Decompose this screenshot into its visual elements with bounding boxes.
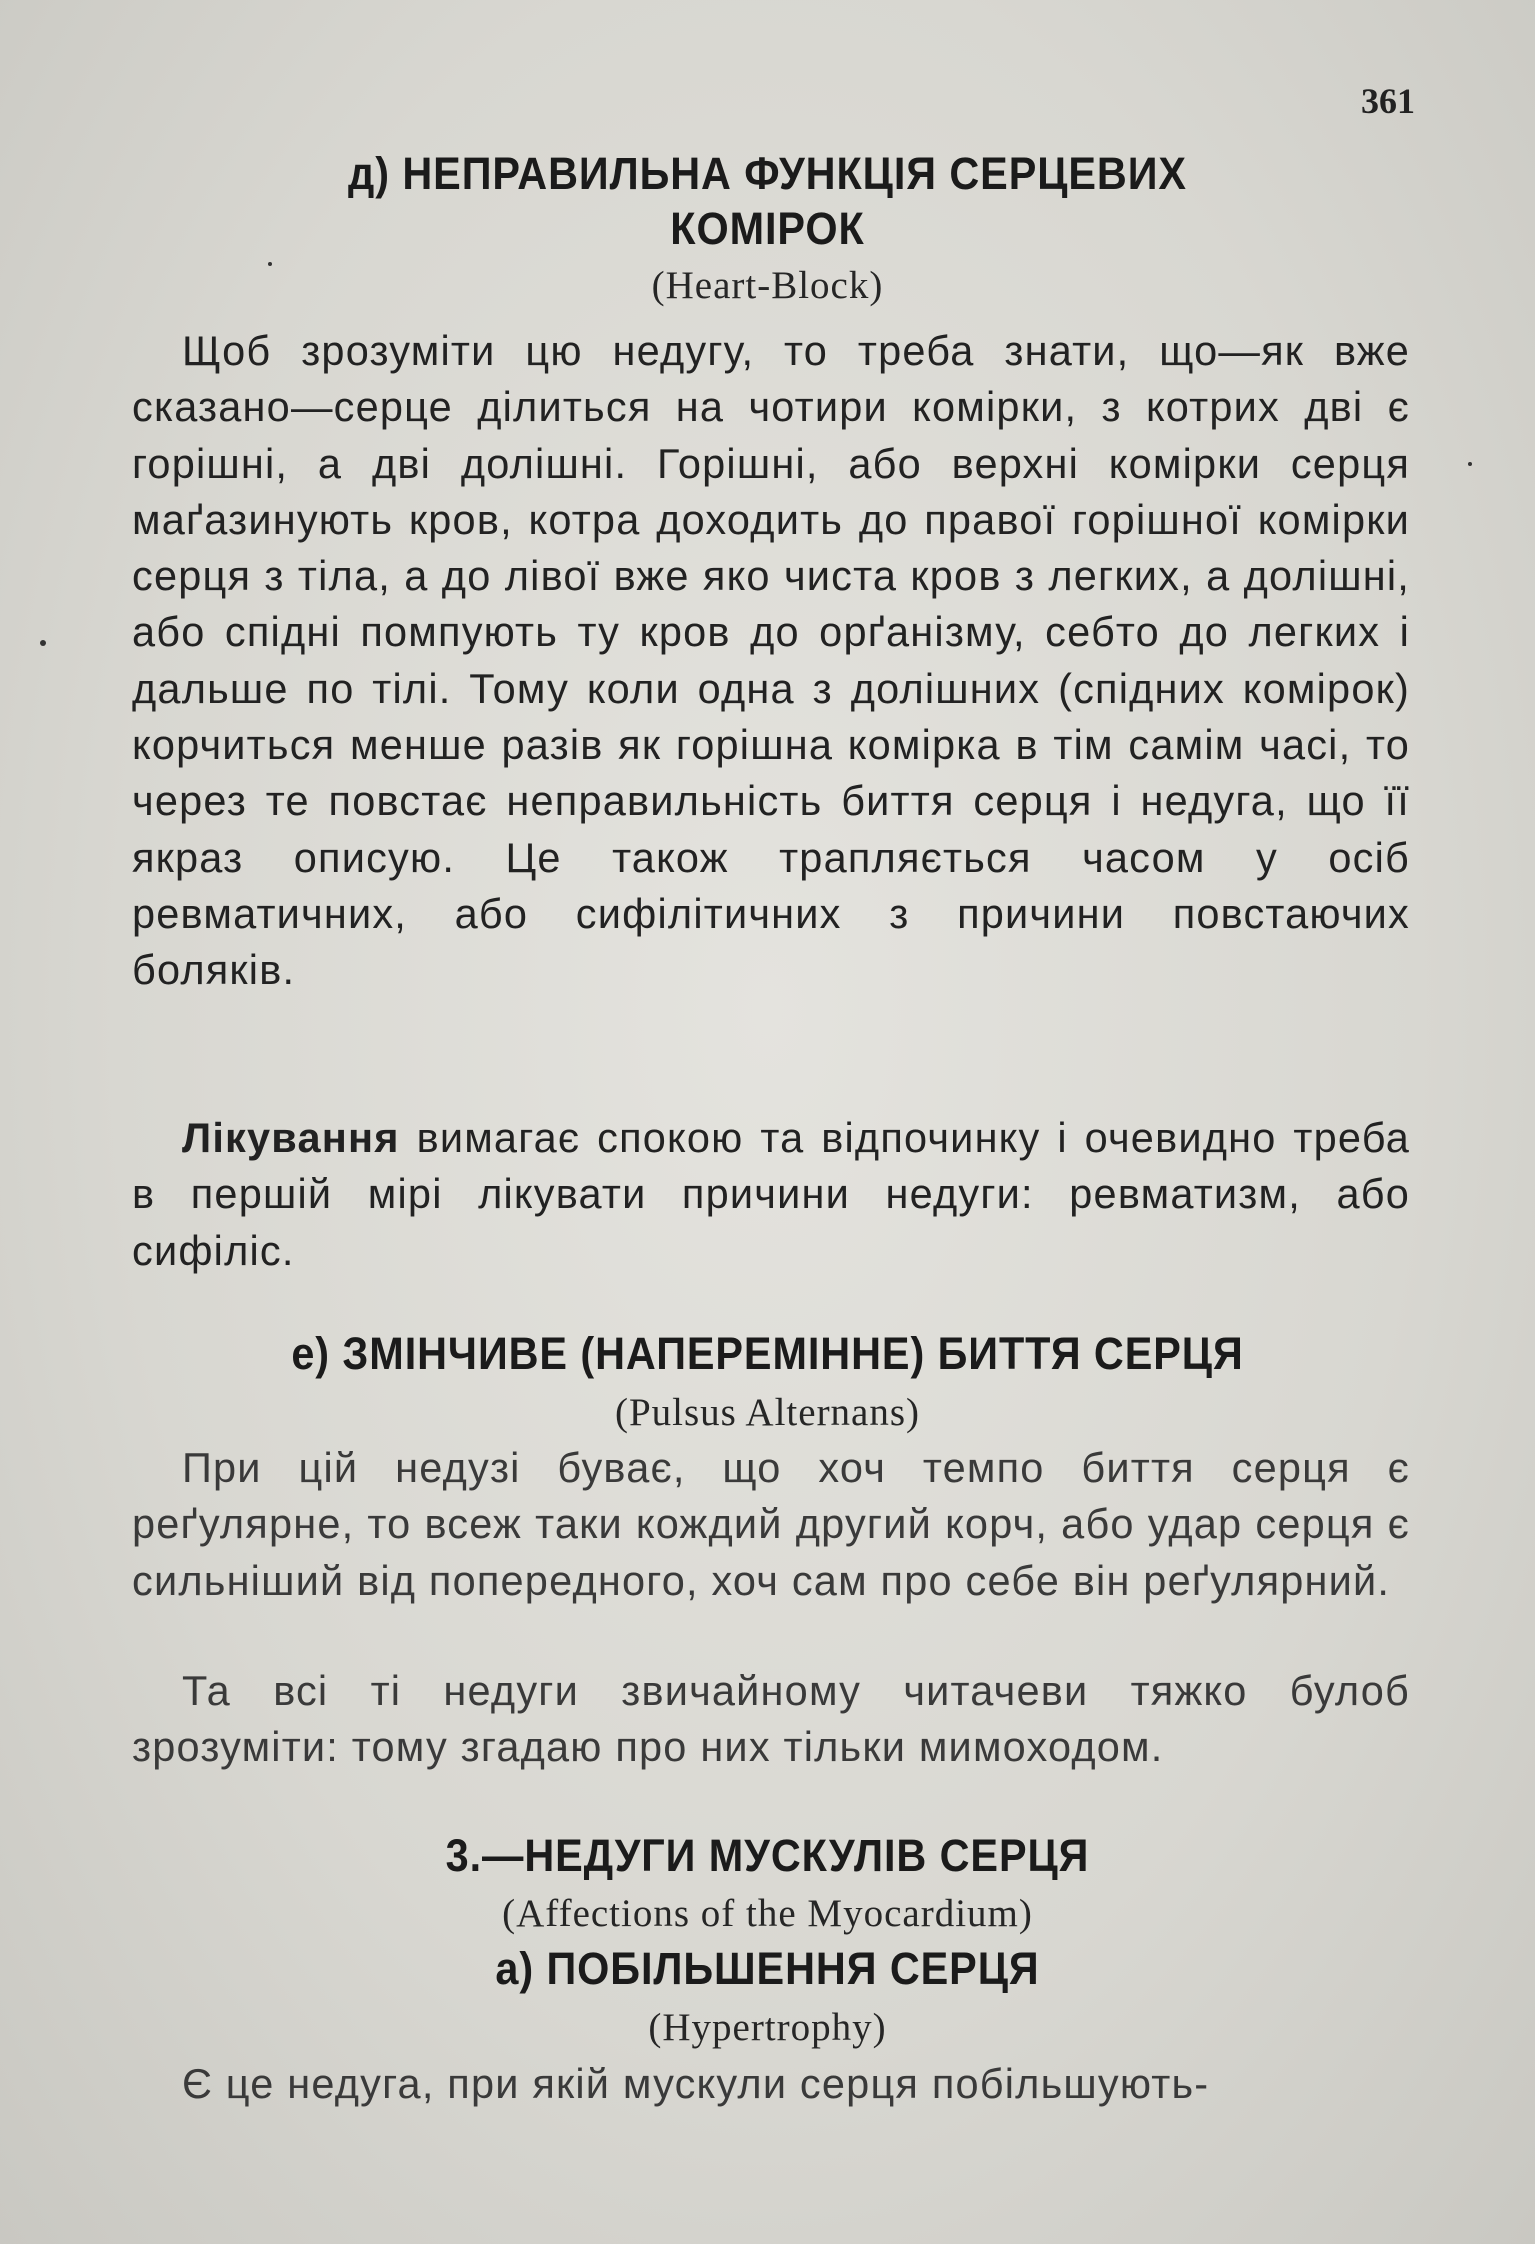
section-d-paragraph-1: Щоб зрозуміти цю недугу, то треба знати, що—як вже сказано—серце ділиться на чотири комірки, з котрих дві є горішні, а дві долішні. Горішні, або верхні комірки серця маґазинують кров, котра доходить до правої горішної комірки серця з тіла, а до лівої вже яко чиста кров з легких, а долішні, або спідні помпують ту кров до орґанізму, себто до легких і дальше по тілі. Тому коли одна з долішних (спідних комірок) корчиться менше разів як горішна комірка в тім самім часі, то через те повстає неправильність биття серця і недуга, що її якраз описую. Це також трапляється часом у осіб ревматичних, або сифілітичних з причини повстаючих боляків. bbox=[132, 327, 1410, 994]
section-d-subtitle: (Heart-Block) bbox=[651, 264, 884, 307]
section-d-paragraph-2 bbox=[132, 1110, 1410, 1279]
page-number: 361 bbox=[1361, 81, 1415, 121]
ink-speck bbox=[40, 640, 46, 646]
section-e-paragraph-2: Та всі ті недуги звичайному читачеви тяжко булоб зрозуміти: тому згадаю про них тільки мимоходом. bbox=[132, 1667, 1410, 1771]
section-3a-paragraph-1: Є це недуга, при якій мускули серця побільшують- bbox=[182, 2060, 1210, 2107]
section-3a-heading: а) ПОБІЛЬШЕННЯ СЕРЦЯ bbox=[495, 1943, 1040, 1994]
section-3-subtitle: (Affections of the Myocardium) bbox=[502, 1892, 1033, 1935]
section-3a-subtitle: (Hypertrophy) bbox=[648, 2006, 887, 2049]
section-d-heading-line1: д) НЕПРАВИЛЬНА ФУНКЦІЯ СЕРЦЕВИХ bbox=[348, 148, 1187, 199]
section-3-heading: 3.—НЕДУГИ МУСКУЛІВ СЕРЦЯ bbox=[445, 1830, 1090, 1881]
ink-speck bbox=[1468, 462, 1472, 466]
section-e-subtitle: (Pulsus Alternans) bbox=[614, 1391, 921, 1434]
treatment-label: Лікування bbox=[182, 1114, 400, 1161]
section-e-heading: е) ЗМІНЧИВЕ (НАПЕРЕМІННЕ) БИТТЯ СЕРЦЯ bbox=[291, 1328, 1244, 1379]
ink-speck bbox=[268, 262, 272, 266]
section-d-heading-line2: КОМІРОК bbox=[670, 203, 865, 254]
section-e-paragraph-1: При цій недузі буває, що хоч темпо биття серця є реґулярне, то всеж таки кождий другий корч, або удар серця є сильніший від попередного, хоч сам про себе він реґулярний. bbox=[132, 1444, 1410, 1604]
treatment-text: вимагає спокою та відпочинку і очевидно треба в першій мірі лікувати причини недуги: ревматизм, або сифіліс. bbox=[132, 1114, 1410, 1274]
